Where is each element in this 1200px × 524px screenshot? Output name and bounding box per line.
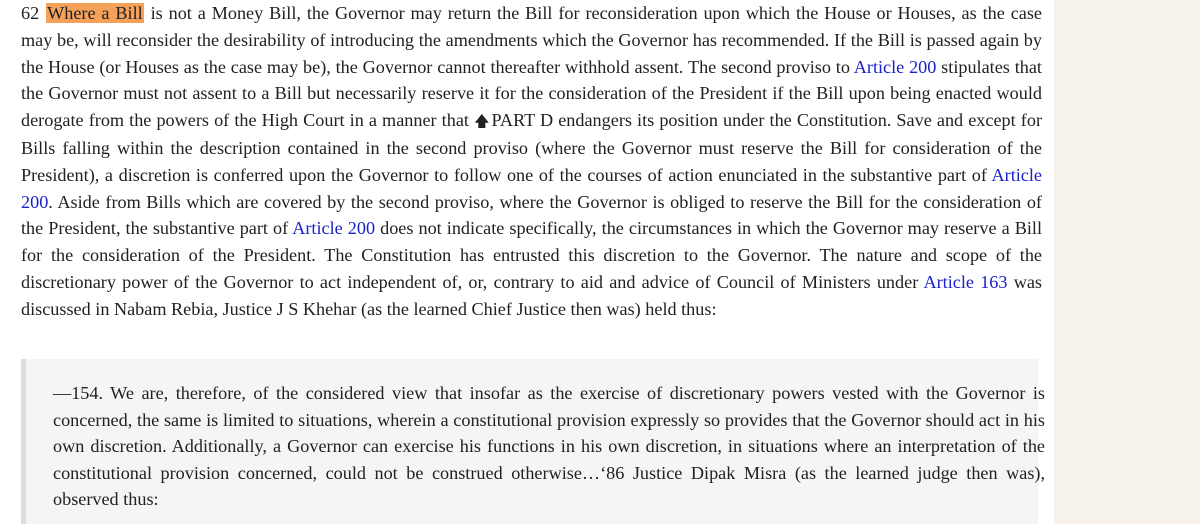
search-highlight: Where a Bill — [47, 3, 143, 23]
paragraph-text: does not indicate specifically, the circumstances in which the Governor may reserve a Bill for the consideration of the President. The Constitution has entrusted this discretion to the Governor. The nature and scope of the discretionary power of the Governor to act independent of, or, contrary to aid and advice of Council of Ministers under — [21, 218, 1042, 292]
part-marker: PART D — [491, 110, 554, 131]
blockquote-text: —154. We are, therefore, of the considered view that insofar as the exercise of discretionary powers vested with the Governor is concerned, the same is limited to situations, wherein a constitutional provision expressly so provides that the Governor should act in his own discretion. Additionally, a Governor can exercise his functions in his own discretion, in situations where an interpretation of the constitutional provision concerned, could not be construed otherwise…‘86 Justice Dipak Misra (as the learned judge then was), observed thus: — [53, 383, 1045, 509]
paragraph-text: was discussed in Nabam Rebia, Justice J S Khehar (as the learned Chief Justice then was) held thus: — [21, 271, 1042, 319]
paragraph-text: endangers its position under the Constitution. Save and except for Bills falling within the description contained in the second proviso (where the Governor must reserve the Bill for consideration of the President), a discretion is conferred upon the Governor to follow one of the courses of action enunciated in the substantive part of — [21, 110, 1042, 185]
article-200-link[interactable]: Article 200 — [853, 56, 937, 77]
up-arrow-icon[interactable]: 🡅 — [474, 112, 490, 131]
blockquote — [21, 359, 1045, 524]
paragraph-62 — [21, 0, 1042, 323]
right-margin-panel — [1054, 0, 1200, 524]
paragraph-text: is not a Money Bill, the Governor may return the Bill for reconsideration upon which the House or Houses, as the case may be, will reconsider the desirability of introducing the amendments which the Governor has recommended. If the Bill is passed again by the House (or Houses as the case may be), the Governor cannot thereafter withhold assent. The second proviso to — [21, 3, 1042, 77]
article-163-link[interactable]: Article 163 — [923, 271, 1008, 292]
article-200-link[interactable]: Article 200 — [21, 164, 1042, 212]
article-200-link[interactable]: Article 200 — [292, 218, 376, 239]
paragraph-number: 62 — [21, 3, 40, 23]
paragraph-text: . Aside from Bills which are covered by the second proviso, where the Governor is obliged to reserve the Bill for the consideration of the President, the substantive part of — [21, 191, 1042, 239]
paragraph-text: stipulates that the Governor must not assent to a Bill but necessarily reserve it for the consideration of the President if the Bill upon being enacted would derogate from the powers of the High Court in a manner that — [21, 56, 1042, 131]
